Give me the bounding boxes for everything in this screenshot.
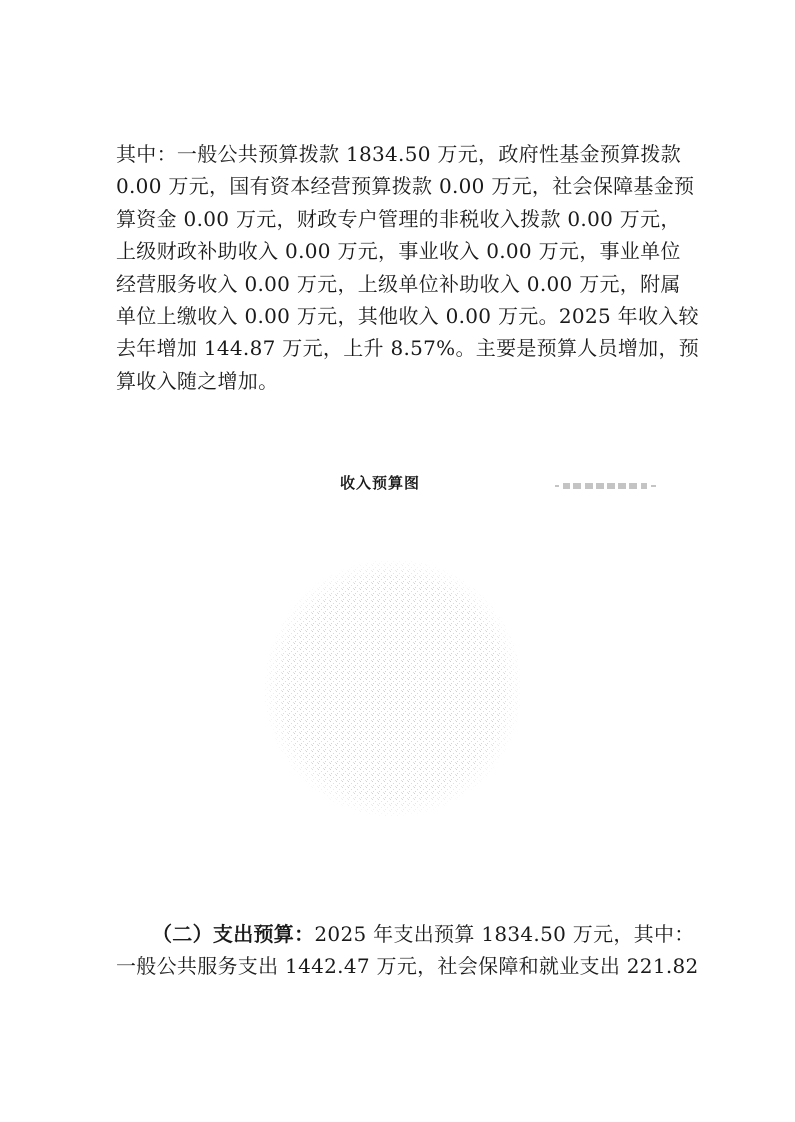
text-line — [116, 918, 696, 950]
text-line: 一般公共服务支出 1442.47 万元，社会保障和就业支出 221.82 — [116, 954, 699, 979]
text-line: 算收入随之增加。 — [116, 368, 279, 393]
text-line: 单位上缴收入 0.00 万元，其他收入 0.00 万元。2025 年收入较 — [116, 304, 699, 329]
faded-pie-chart — [258, 553, 528, 823]
faded-legend-mark — [555, 480, 665, 492]
text-line: 其中：一般公共预算拨款 1834.50 万元，政府性基金预算拨款 — [116, 142, 682, 166]
text-line: 去年增加 144.87 万元，上升 8.57%。主要是预算人员增加，预 — [116, 336, 700, 361]
text-segment: 2025 年支出预算 1834.50 万元，其中： — [314, 922, 695, 946]
expenditure-budget-paragraph — [116, 918, 699, 983]
text-line: 算资金 0.00 万元，财政专户管理的非税收入拨款 0.00 万元， — [116, 206, 681, 231]
text-line: 0.00 万元，国有资本经营预算拨款 0.00 万元，社会保障基金预 — [116, 174, 695, 199]
section-heading: （二）支出预算： — [152, 922, 315, 946]
text-line: 上级财政补助收入 0.00 万元，事业收入 0.00 万元，事业单位 — [116, 239, 681, 264]
text-line: 经营服务收入 0.00 万元，上级单位补助收入 0.00 万元，附属 — [116, 271, 681, 296]
figure-caption: 收入预算图 — [340, 474, 421, 492]
income-budget-paragraph — [116, 138, 700, 397]
